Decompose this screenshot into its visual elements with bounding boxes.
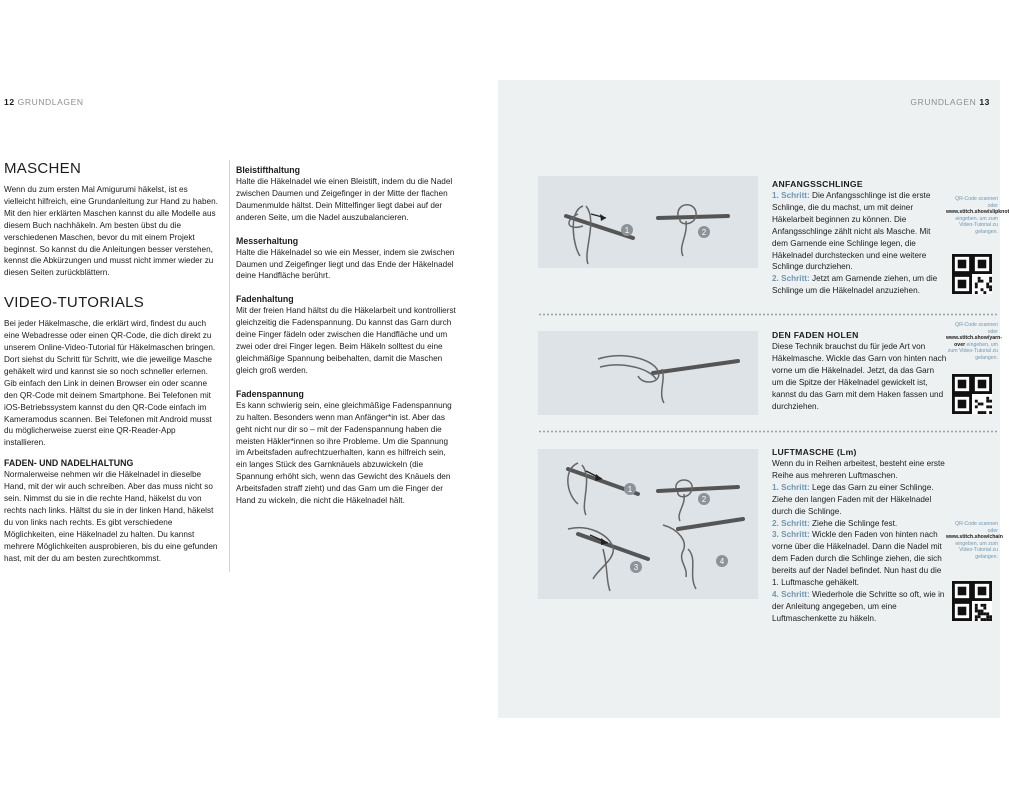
qr-note-pre: QR-Code scannen oder	[955, 196, 998, 209]
yarn-2	[682, 221, 687, 256]
qr-note-pre: QR-Code scannen oder	[955, 521, 998, 534]
qr-code-slipknot[interactable]	[952, 254, 992, 294]
hook-7	[678, 519, 743, 529]
qr-url-chain[interactable]: www.stitch.show/chain	[946, 534, 1003, 541]
paragraph-bleistifthaltung: Halte die Häkelnadel wie einen Bleistift, indem du die Nadel zwischen Daumen und Zeigefinger in der Mitte der flachen Daumenmulde hältst. Dein Mittelfinger liegt dabei auf der anderen Seite, um die Nadel auszubalancieren.	[236, 177, 453, 222]
folio-left	[4, 97, 84, 107]
column-divider	[229, 160, 230, 572]
yarn-5	[679, 494, 684, 521]
paragraph-luftmasche-intro: Wenn du in Reihen arbeitest, besteht eine erste Reihe aus mehreren Luftmaschen.	[772, 459, 945, 480]
step-text-luft-3: Wickle den Faden von hinten nach vorne über die Häkelnadel. Dann die Nadel mit dem Faden durch die Schlinge ziehen, die sich bereits auf der Nadel befindet. Nun hast du die 1. Luftmasche gehäkelt.	[772, 530, 942, 588]
step-text-luft-4: Wiederhole die Schritte so oft, wie in der Anleitung angegeben, um eine Luftmaschenkette zu häkeln.	[772, 589, 945, 623]
heading-anfangsschlinge: ANFANGSSCHLINGE	[772, 179, 863, 189]
left-column	[4, 160, 218, 564]
step-number-2: 2	[701, 228, 707, 237]
step-number-3: 1	[627, 485, 633, 494]
arrow-head-1	[600, 214, 606, 221]
yarn-over-drawing	[538, 331, 758, 415]
qr-note-post: eingeben, um zum Video-Tutorial zu gelangen.	[955, 215, 998, 235]
folio-right	[910, 97, 990, 107]
qr-pattern	[952, 581, 992, 621]
section-title-left: GRUNDLAGEN	[17, 97, 84, 107]
yarn-3c	[662, 369, 664, 403]
qr-note-chain	[946, 521, 1003, 561]
heading-video-tutorials: VIDEO-TUTORIALS	[4, 294, 145, 312]
section-title-right: GRUNDLAGEN	[910, 97, 977, 107]
page-number-left: 12	[4, 97, 15, 107]
paragraph-messerhaltung: Halte die Häkelnadel so wie ein Messer, indem sie zwischen Daumen und Zeigefinger liegt und das Ende der Häkelnadel deine Handfläche berührt.	[236, 247, 455, 281]
step-text-luft-2: Ziehe die Schlinge fest.	[809, 518, 898, 528]
qr-code-chain[interactable]	[952, 581, 992, 621]
qr-code-yarn-over[interactable]	[952, 374, 992, 414]
text-faden-holen	[772, 329, 947, 412]
heading-maschen: MASCHEN	[4, 160, 82, 177]
text-luftmasche	[772, 446, 947, 625]
qr-note-pre: QR-Code scannen oder	[955, 322, 998, 335]
paragraph-faden-nadelhaltung: Normalerweise nehmen wir die Häkelnadel in dieselbe Hand, mit der wir auch schreiben. Aber das muss nicht so sein. Nimmst du sie in die rechte Hand, häkelst du von rechts nach links. Hältst du sie in der linken Hand, häkelst du von links nach rechts. Es gibt verschiedene Möglichkeiten, eine Häkelnadel zu halten. Du kannst mehrere Möglichkeiten ausprobieren, bis du eine gefunden hast, mit der du am besten zurechtkommst.	[4, 470, 218, 563]
yarn-3b	[600, 365, 656, 379]
step-number-6: 4	[719, 557, 725, 566]
section-divider-1	[538, 313, 998, 316]
paragraph-maschen: Wenn du zum ersten Mal Amigurumi häkelst, ist es vielleicht hilfreich, eine Grundanleitung zur Hand zu haben. Mit den hier erklärten Maschen kannst du alle Modelle aus diesem Buch nachhäkeln. Am besten übst du die verschiedenen Maschen, bevor du mit einem Projekt beginnst. So kannst du die Anleitungen besser verstehen, kennst die Abkürzungen und musst nicht immer wieder zu diesen Seiten zurückblättern.	[4, 185, 218, 278]
qr-pattern	[952, 374, 992, 414]
hook-5	[658, 487, 738, 491]
loop-2	[678, 205, 696, 224]
paragraph-fadenspannung: Es kann schwierig sein, eine gleichmäßige Fadenspannung zu halten. Besonders wenn man Anfänger*in ist. Aber das geht nicht nur dir so – mit der Fadenspannung haben die meisten Häkler*innen so ihre Probleme. Um die Spannung im Arbeitsfaden aufrechtzuerhalten, kann es hilfreich sein, ein langes Stück des Garnknäuels abzuwickeln (die Spannung erhöht sich, wenn das Gewicht des Knäuels den Arbeitsfaden straff zieht) und das Garn um die Finger der Hand zu wickeln, die nicht die Häkelnadel hält.	[236, 400, 452, 506]
step-label-luft-3: 3. Schritt:	[772, 530, 810, 540]
step-label-luft-2: 2. Schritt:	[772, 518, 810, 528]
illustration-anfangsschlinge	[538, 176, 758, 268]
qr-url-slipknot[interactable]: www.stitch.show/slipknot	[946, 209, 1009, 216]
yarn-7	[663, 525, 696, 589]
text-anfangsschlinge	[772, 178, 947, 297]
heading-fadenhaltung: Fadenhaltung	[236, 294, 294, 305]
heading-luftmasche: LUFTMASCHE (Lm)	[772, 447, 857, 457]
step-text-luft-1: Lege das Garn zu einer Schlinge. Ziehe den langen Faden mit der Häkelnadel durch die Schlinge.	[772, 482, 934, 516]
step-number-1: 1	[624, 226, 630, 235]
paragraph-fadenhaltung: Mit der freien Hand hältst du die Häkelarbeit und kontrollierst gleichzeitig die Fadenspannung. Du kannst das Garn durch deine Finger fädeln oder zwischen die Handfläche und um zwei oder drei Finger legen. Beim Häkeln solltest du eine gleichmäßige Spannung beibehalten, damit die Maschen gleich groß werden.	[236, 306, 456, 375]
slipknot-drawing	[538, 176, 758, 268]
qr-note-slipknot	[946, 196, 1009, 236]
chain-drawing	[538, 449, 758, 599]
page-number-right: 13	[979, 97, 990, 107]
heading-faden-nadelhaltung: FADEN- UND NADELHALTUNG	[4, 458, 134, 469]
paragraph-video-tutorials: Bei jeder Häkelmasche, die erklärt wird, findest du auch eine Webadresse oder einen QR-Code, die dich direkt zu unserem Online-Video-Tutorial für Häkelmaschen bringen. Dort siehst du Schritt für Schritt, wie die jeweilige Masche gehäkelt wird und kannst sie so noch schneller erlernen. Gib einfach den Link in deinen Browser ein oder scanne den QR-Code mit deinem Smartphone. Bei Telefonen mit iOS-Betriebssystem kannst du den QR-Code einfach im Kameramodus scannen. Bei Telefonen mit Android musst du möglicherweise zuerst eine QR-Reader-App installieren.	[4, 319, 216, 448]
yarn-3a	[598, 356, 659, 382]
step-number-5: 3	[633, 563, 639, 572]
step-text-anfang-1: Die Anfangsschlinge ist die erste Schlinge, die du machst, um mit deiner Häkelarbeit beginnen zu können. Die Anfangsschlinge zählt nicht als Masche. Mit dem Garnende eine Schlinge legen, die Häkelnadel durchstecken und eine weitere Schlinge durchziehen.	[772, 191, 931, 272]
middle-column	[236, 164, 456, 507]
qr-note-post: eingeben, um zum Video-Tutorial zu gelangen.	[947, 341, 998, 361]
heading-messerhaltung: Messerhaltung	[236, 235, 299, 246]
illustration-faden-holen	[538, 331, 758, 415]
heading-bleistifthaltung: Bleistifthaltung	[236, 165, 301, 175]
step-label-anfang-2: 2. Schritt:	[772, 274, 810, 284]
step-label-luft-1: 1. Schritt:	[772, 482, 810, 492]
qr-note-post: eingeben, um zum Video-Tutorial zu gelangen.	[955, 540, 998, 560]
step-label-luft-4: 4. Schritt:	[772, 589, 810, 599]
illustration-luftmasche	[538, 449, 758, 599]
qr-pattern	[952, 254, 992, 294]
step-label-anfang-1: 1. Schritt:	[772, 191, 810, 200]
qr-url-yarn-over[interactable]: www.stitch.show/yarn-over	[946, 335, 1003, 348]
qr-note-yarn-over	[946, 322, 1003, 362]
hook-3	[653, 361, 738, 373]
step-number-4: 2	[701, 495, 707, 504]
section-divider-2	[538, 430, 998, 433]
paragraph-faden-holen: Diese Technik brauchst du für jede Art von Häkelmasche. Wickle das Garn von hinten nach vorne um die Häkelnadel. Jetzt, da das Garn um die Spitze der Häkelnadel gewickelt ist, kannst du das Garn mit dem Haken fassen und durchziehen.	[772, 342, 947, 411]
step-text-anfang-2: Jetzt am Garnende ziehen, um die Schlinge um die Häkelnadel anzuziehen.	[772, 274, 938, 296]
heading-faden-holen: DEN FADEN HOLEN	[772, 330, 859, 340]
heading-fadenspannung: Fadenspannung	[236, 388, 304, 399]
hook-2	[658, 216, 728, 218]
